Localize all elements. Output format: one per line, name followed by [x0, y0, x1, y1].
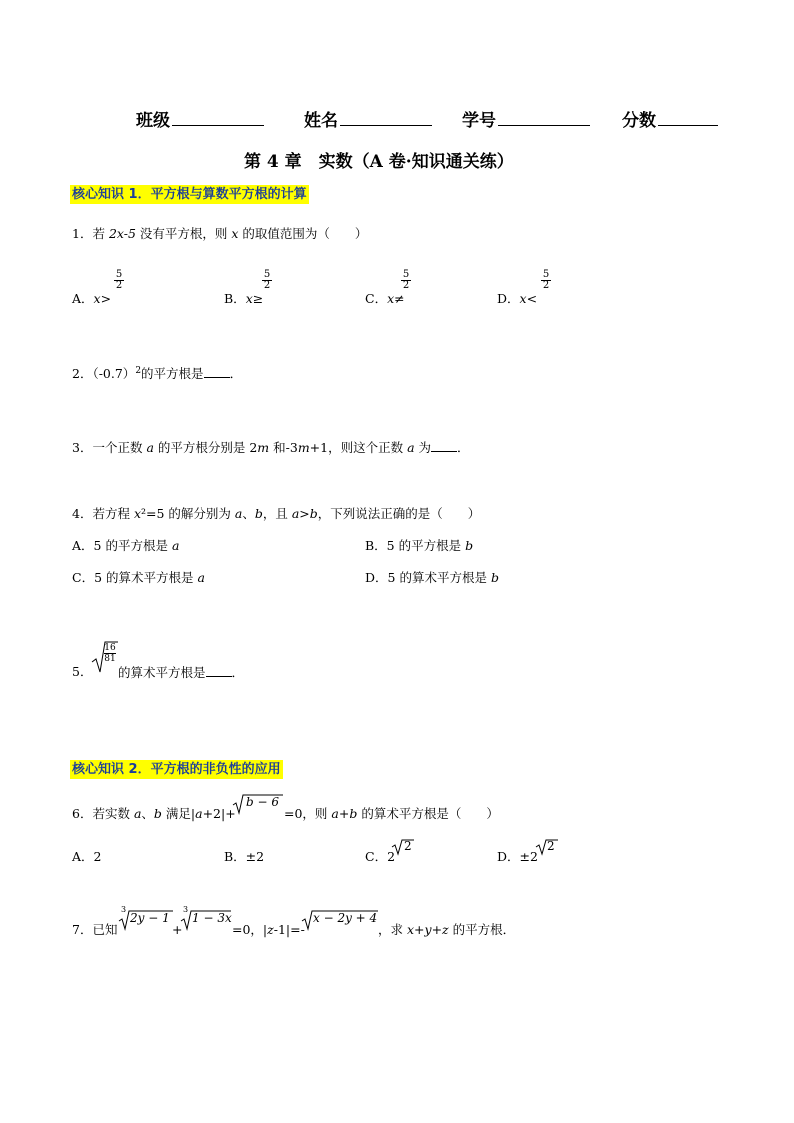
- q6-sum: a+b: [331, 806, 358, 821]
- q6-option-d-root: 2: [547, 839, 555, 853]
- frac-num: 5: [542, 269, 550, 280]
- q3-mid2: 和-3: [269, 440, 298, 455]
- q4-post: ，下列说法正确的是（ ）: [317, 506, 481, 521]
- q7-radicand-3: x − 2y + 4: [313, 911, 378, 925]
- q4-pre: 4．若方程: [72, 506, 134, 521]
- q4-option-d-var: b: [490, 570, 499, 585]
- q7-z: z: [267, 922, 274, 937]
- q3-mid1: 的平方根分别是 2: [153, 440, 258, 455]
- q1-mid: 没有平方根，则: [135, 226, 232, 241]
- q4-option-a-var: a: [171, 538, 180, 553]
- question-7-prefix: 7．已知: [72, 922, 118, 937]
- q4-cond: a>b: [291, 506, 318, 521]
- q6-radicand: b − 6: [246, 795, 279, 809]
- q4-option-b-var: b: [465, 538, 474, 553]
- q5-frac-num: 16: [104, 643, 116, 653]
- q1-option-c-fraction: [401, 270, 411, 291]
- name-blank[interactable]: [340, 110, 432, 126]
- question-2: [72, 363, 242, 382]
- frac-den: 2: [115, 280, 123, 291]
- q4-option-b-text: B．5 的平方根是: [365, 538, 466, 553]
- q1-option-a-text: x>: [93, 291, 112, 306]
- q1-option-a-label: A．: [72, 291, 94, 306]
- q6-option-c-root: 2: [404, 839, 412, 853]
- q3-mid3: +1，则这个正数: [309, 440, 408, 455]
- q6-a: a: [133, 806, 142, 821]
- score-label: 分数: [622, 111, 656, 131]
- q5-answer-blank[interactable]: [206, 664, 232, 677]
- section-heading-1: 核心知识 1．平方根与算数平方根的计算: [72, 187, 307, 202]
- q7-tail: [378, 922, 515, 938]
- page-title: 第 4 章 实数（A 卷·知识通关练）: [244, 152, 514, 172]
- q3-pre: 3．一个正数: [72, 440, 147, 455]
- q4-option-c-var: a: [197, 570, 205, 585]
- frac-den: 2: [263, 280, 271, 291]
- q7-radicand-2: 1 − 3x: [192, 911, 232, 925]
- id-blank[interactable]: [498, 110, 590, 126]
- question-3: [72, 439, 470, 456]
- q6-eq: =0，则: [284, 806, 332, 821]
- q7-abs: -1|=-: [273, 922, 305, 937]
- q1-option-b-text: x≥: [245, 291, 264, 306]
- name-label: 姓名: [304, 111, 338, 131]
- q1-option-d-text: x<: [519, 291, 538, 306]
- q1-option-b-label: B．: [224, 291, 246, 306]
- frac-den: 2: [542, 280, 550, 291]
- q6-abs2: +2|+: [202, 806, 236, 821]
- q7-mid: [232, 922, 305, 938]
- q2-end: ．: [229, 366, 243, 382]
- q1-pre: 若: [92, 226, 109, 241]
- class-blank[interactable]: [172, 110, 264, 126]
- q4-option-c[interactable]: [72, 570, 205, 586]
- q5-frac-den: 81: [104, 654, 116, 664]
- q7-sum: x+y+z: [406, 922, 449, 937]
- class-label: 班级: [136, 111, 170, 131]
- q1-option-d-label: D．: [497, 291, 520, 306]
- frac-num: 5: [263, 269, 271, 280]
- class-label-row: [136, 106, 264, 131]
- q2-pre: 2．（-0.7）: [72, 366, 136, 382]
- q6-pre: 6．若实数: [72, 806, 134, 821]
- q1-number: 1．: [72, 226, 93, 241]
- q6-mid: 满足|: [161, 806, 196, 821]
- question-6: [72, 806, 236, 822]
- q1-option-b-fraction: [262, 270, 272, 291]
- q7-cube-index-1: 3: [121, 905, 127, 914]
- q4-b: b: [254, 506, 263, 521]
- q6-b: b: [153, 806, 162, 821]
- q6-option-c[interactable]: C．2: [365, 849, 396, 864]
- q6-option-b[interactable]: B．±2: [224, 849, 265, 864]
- q7-end: 的平方根．: [448, 922, 516, 937]
- q3-m1: m: [257, 440, 270, 455]
- q6-option-a[interactable]: A．2: [72, 849, 102, 864]
- frac-den: 2: [402, 280, 410, 291]
- q1-option-c[interactable]: [365, 291, 405, 307]
- q7-eq: =0，|: [232, 922, 268, 937]
- q7-cube-index-2: 3: [183, 905, 189, 914]
- question-5-number: 5．: [72, 664, 93, 679]
- q4-eq: ²=5 的解分别为: [141, 506, 235, 521]
- score-label-row: [622, 106, 718, 131]
- q1-option-a[interactable]: [72, 291, 111, 307]
- q1-var: x: [231, 226, 239, 241]
- q1-option-c-label: C．: [365, 291, 388, 306]
- q4-option-d[interactable]: [365, 570, 499, 586]
- q6-option-d[interactable]: D．±2: [497, 849, 538, 864]
- q1-expr: 2x-5: [108, 226, 136, 241]
- frac-num: 5: [115, 269, 123, 280]
- q4-mid: ，且: [262, 506, 292, 521]
- q1-option-a-fraction: [114, 270, 124, 291]
- q4-option-a[interactable]: [72, 538, 179, 554]
- id-label-row: [462, 106, 590, 131]
- q3-a2: a: [407, 440, 415, 455]
- q7-radicand-1: 2y − 1: [130, 911, 170, 925]
- frac-num: 5: [402, 269, 410, 280]
- q3-end: ．: [457, 440, 470, 455]
- q5-post: 的算术平方根是: [118, 665, 206, 680]
- section-heading-2: 核心知识 2．平方根的非负性的应用: [72, 762, 281, 777]
- q1-option-b[interactable]: [224, 291, 263, 307]
- q7-plus: +: [172, 922, 183, 937]
- q3-m2: m: [297, 440, 310, 455]
- q4-option-c-text: C．5 的算术平方根是: [72, 570, 198, 585]
- q2-post: 的平方根是: [141, 366, 204, 382]
- question-6-tail: [284, 806, 499, 822]
- q6-abs: a: [195, 806, 203, 821]
- name-label-row: [304, 106, 432, 131]
- q4-a: a: [234, 506, 243, 521]
- q4-option-d-text: D．5 的算术平方根是: [365, 570, 491, 585]
- q6-sep: 、: [141, 806, 154, 821]
- q1-option-c-text: x≠: [387, 291, 405, 306]
- question-4: [72, 506, 480, 522]
- q4-option-b[interactable]: [365, 538, 473, 554]
- question-5: [118, 664, 244, 681]
- q2-answer-blank[interactable]: [204, 365, 230, 378]
- q1-option-d[interactable]: [497, 291, 537, 307]
- q5-fraction: [104, 643, 116, 664]
- q6-post: 的算术平方根是（ ）: [357, 806, 499, 821]
- q4-option-a-text: A．5 的平方根是: [72, 538, 172, 553]
- q5-end: ．: [231, 665, 245, 680]
- q3-mid4: 为: [414, 440, 432, 455]
- q1-option-d-fraction: [541, 270, 551, 291]
- q3-answer-blank[interactable]: [431, 439, 457, 452]
- id-label: 学号: [462, 111, 496, 131]
- question-1: [72, 226, 367, 242]
- score-blank[interactable]: [658, 110, 718, 126]
- q4-sep: 、: [242, 506, 255, 521]
- q1-post: 的取值范围为（ ）: [238, 226, 368, 241]
- q3-a1: a: [146, 440, 154, 455]
- q2-sup: 2: [135, 366, 142, 376]
- q4-x: x: [133, 506, 141, 521]
- q7-post: ，求: [378, 922, 407, 937]
